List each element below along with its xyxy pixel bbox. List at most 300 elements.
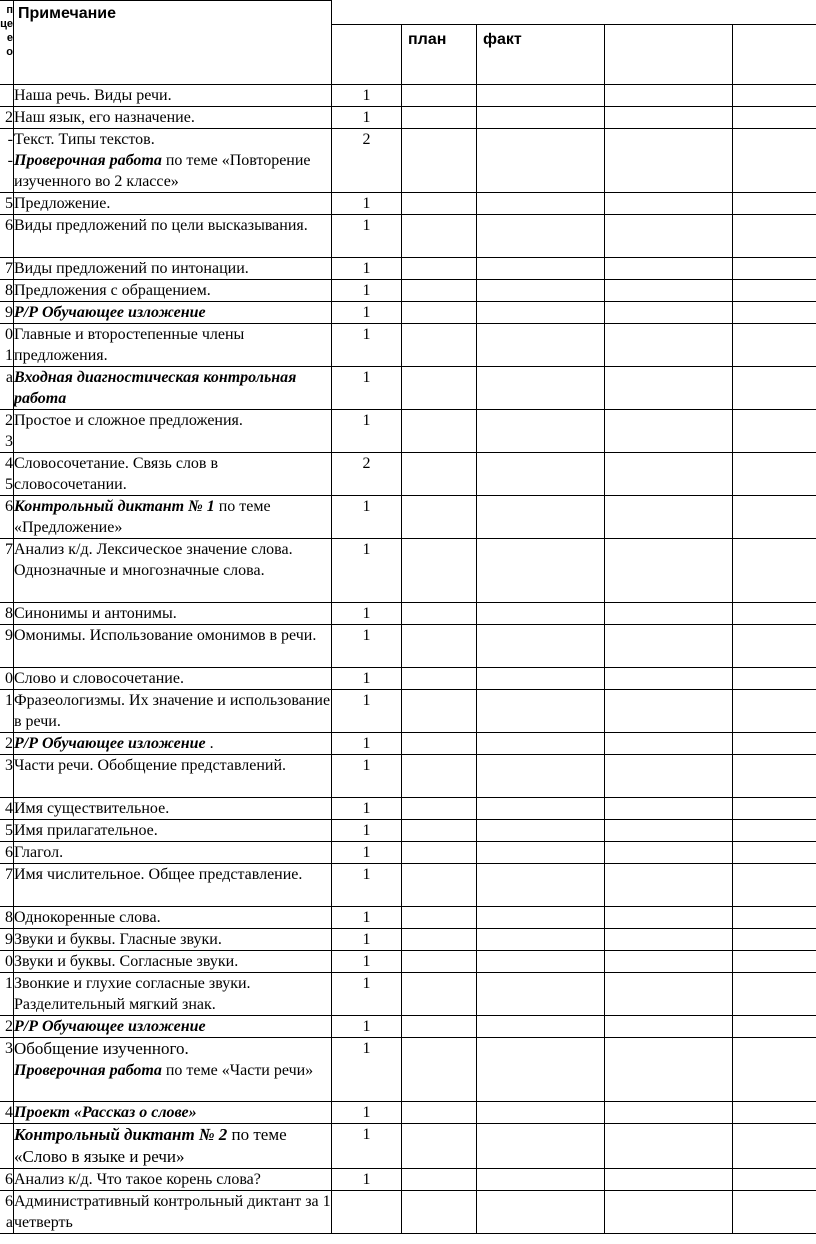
lesson-number: [0, 603, 14, 625]
plan-date-cell[interactable]: [402, 929, 477, 951]
note-cell[interactable]: [605, 1016, 733, 1038]
lesson-topic-text: по теме «Предложение»: [14, 498, 271, 536]
fact-date-cell[interactable]: [477, 820, 605, 842]
lesson-topic: [14, 798, 332, 820]
plan-date-cell[interactable]: [402, 1016, 477, 1038]
extra-cell[interactable]: [733, 755, 816, 798]
lesson-number: [0, 410, 14, 453]
header-plan-cell: [402, 25, 477, 85]
lesson-number-line: 2: [5, 1018, 13, 1035]
extra-cell[interactable]: [733, 410, 816, 453]
fact-date-cell[interactable]: [477, 496, 605, 539]
fact-date-cell[interactable]: [477, 280, 605, 302]
note-cell[interactable]: [605, 603, 733, 625]
plan-date-cell[interactable]: [402, 85, 477, 107]
lesson-number-line: 8: [5, 605, 13, 622]
lesson-hours: 1: [332, 798, 402, 820]
header-num-label: [0, 3, 13, 59]
table-row: [0, 755, 816, 798]
lesson-topic-text: Текст. Типы текстов.: [14, 131, 155, 148]
fact-date-cell[interactable]: [477, 193, 605, 215]
fact-date-cell[interactable]: [477, 973, 605, 1016]
fact-date-cell[interactable]: [477, 951, 605, 973]
lesson-topic-text: Имя числительное. Общее представление.: [14, 866, 303, 883]
fact-date-cell[interactable]: [477, 453, 605, 496]
plan-date-cell[interactable]: [402, 625, 477, 668]
extra-cell[interactable]: [733, 280, 816, 302]
plan-date-cell[interactable]: [402, 907, 477, 929]
lesson-number: [0, 1038, 14, 1102]
plan-date-cell[interactable]: [402, 496, 477, 539]
lesson-number-line: 9: [5, 627, 13, 644]
extra-cell[interactable]: [733, 496, 816, 539]
extra-cell[interactable]: [733, 929, 816, 951]
lesson-number: [0, 907, 14, 929]
note-cell[interactable]: [605, 453, 733, 496]
lesson-number-line: 4: [5, 800, 13, 817]
plan-date-cell[interactable]: [402, 410, 477, 453]
lesson-topic: [14, 280, 332, 302]
lesson-number-line: 2: [5, 109, 13, 126]
plan-date-cell[interactable]: [402, 755, 477, 798]
plan-date-cell[interactable]: [402, 107, 477, 129]
extra-cell[interactable]: [733, 1038, 816, 1102]
lesson-hours: 1: [332, 864, 402, 907]
note-cell[interactable]: [605, 410, 733, 453]
lesson-number-line: 6: [5, 498, 13, 515]
lesson-number-line: а: [5, 369, 13, 386]
plan-date-cell[interactable]: [402, 1102, 477, 1124]
extra-cell[interactable]: [733, 907, 816, 929]
header-empty-cell-2: [733, 25, 816, 85]
extra-cell[interactable]: [733, 539, 816, 603]
note-cell[interactable]: [605, 690, 733, 733]
lesson-number: [0, 668, 14, 690]
lesson-number: [0, 85, 14, 107]
note-cell[interactable]: [605, 755, 733, 798]
lesson-topic: [14, 410, 332, 453]
note-cell[interactable]: [605, 302, 733, 324]
fact-date-cell[interactable]: [477, 907, 605, 929]
plan-date-cell[interactable]: [402, 668, 477, 690]
lesson-number-line: 7: [5, 541, 13, 558]
extra-cell[interactable]: [733, 820, 816, 842]
fact-date-cell[interactable]: [477, 1038, 605, 1102]
lesson-hours: 1: [332, 690, 402, 733]
note-cell[interactable]: [605, 625, 733, 668]
lesson-number-line: 1: [5, 347, 13, 364]
lesson-topic-emphasis: Проверочная работа: [14, 1062, 162, 1079]
lesson-topic-text: Предложения с обращением.: [14, 282, 211, 299]
header-fact-label: факт: [483, 31, 522, 48]
note-cell[interactable]: [605, 798, 733, 820]
table-row: [0, 907, 816, 929]
plan-date-cell[interactable]: [402, 603, 477, 625]
lesson-number: [0, 864, 14, 907]
table-row: [0, 302, 816, 324]
lesson-number-line: 8: [5, 282, 13, 299]
plan-date-cell[interactable]: [402, 367, 477, 410]
header-plan-label: план: [408, 31, 447, 48]
lesson-number: [0, 496, 14, 539]
note-cell[interactable]: [605, 367, 733, 410]
plan-date-cell[interactable]: [402, 820, 477, 842]
fact-date-cell[interactable]: [477, 539, 605, 603]
extra-cell[interactable]: [733, 367, 816, 410]
note-cell[interactable]: [605, 973, 733, 1016]
lesson-topic-text: .: [205, 735, 214, 752]
table-row: [0, 951, 816, 973]
note-cell[interactable]: [605, 1038, 733, 1102]
note-cell[interactable]: [605, 1124, 733, 1169]
extra-cell[interactable]: [733, 1191, 816, 1234]
lesson-topic: [14, 496, 332, 539]
lesson-number: [0, 367, 14, 410]
lesson-hours: 1: [332, 1038, 402, 1102]
lesson-number-line: 6: [5, 1171, 13, 1188]
extra-cell[interactable]: [733, 668, 816, 690]
fact-date-cell[interactable]: [477, 1169, 605, 1191]
table-row: [0, 539, 816, 603]
plan-date-cell[interactable]: [402, 280, 477, 302]
fact-date-cell[interactable]: [477, 324, 605, 367]
fact-date-cell[interactable]: [477, 1191, 605, 1234]
plan-date-cell[interactable]: [402, 1191, 477, 1234]
lesson-number: [0, 1169, 14, 1191]
table-row: [0, 453, 816, 496]
note-cell[interactable]: [605, 107, 733, 129]
fact-date-cell[interactable]: [477, 367, 605, 410]
lesson-topic-text: Имя существительное.: [14, 800, 170, 817]
fact-date-cell[interactable]: [477, 668, 605, 690]
lesson-number: [0, 973, 14, 1016]
lesson-topic-text: по теме «Части речи»: [161, 1062, 314, 1079]
plan-date-cell[interactable]: [402, 1124, 477, 1169]
note-cell[interactable]: [605, 733, 733, 755]
extra-cell[interactable]: [733, 215, 816, 258]
lesson-number-line: 0: [5, 326, 13, 343]
lesson-topic-text: Административный контрольный диктант за 1 четверть: [14, 1193, 331, 1231]
fact-date-cell[interactable]: [477, 302, 605, 324]
header-note-label: Примечание: [18, 5, 117, 22]
lesson-topic-emphasis: Контрольный диктант № 1: [14, 498, 215, 515]
extra-cell[interactable]: [733, 951, 816, 973]
plan-date-cell[interactable]: [402, 951, 477, 973]
lesson-topic-emphasis: Проверочная работа: [14, 152, 162, 169]
fact-date-cell[interactable]: [477, 129, 605, 193]
lesson-number: [0, 539, 14, 603]
plan-date-cell[interactable]: [402, 215, 477, 258]
lesson-topic: [14, 820, 332, 842]
fact-date-cell[interactable]: [477, 85, 605, 107]
lesson-number: [0, 733, 14, 755]
lesson-topic: [14, 453, 332, 496]
lesson-number: [0, 1102, 14, 1124]
lesson-topic-text: Обобщение изученного.: [14, 1039, 189, 1058]
lesson-number-line: 0: [5, 670, 13, 687]
lesson-topic: [14, 625, 332, 668]
lesson-topic: [14, 539, 332, 603]
table-row: [0, 410, 816, 453]
fact-date-cell[interactable]: [477, 864, 605, 907]
table-row: [0, 668, 816, 690]
table-row: [0, 1038, 816, 1102]
lesson-topic-text: Звуки и буквы. Согласные звуки.: [14, 953, 239, 970]
header-fact-cell: [477, 25, 605, 85]
note-cell[interactable]: [605, 129, 733, 193]
table-row: [0, 258, 816, 280]
table-row: [0, 280, 816, 302]
plan-date-cell[interactable]: [402, 842, 477, 864]
lesson-number-line: 6: [5, 217, 13, 234]
lesson-number-line: 2: [5, 735, 13, 752]
lesson-number: [0, 690, 14, 733]
note-cell[interactable]: [605, 668, 733, 690]
note-cell[interactable]: [605, 951, 733, 973]
lesson-topic-text: Имя прилагательное.: [14, 822, 158, 839]
plan-date-cell[interactable]: [402, 690, 477, 733]
fact-date-cell[interactable]: [477, 603, 605, 625]
table-row: [0, 1102, 816, 1124]
plan-date-cell[interactable]: [402, 864, 477, 907]
lesson-hours: 1: [332, 842, 402, 864]
lesson-hours: 1: [332, 193, 402, 215]
lesson-hours: 1: [332, 496, 402, 539]
lesson-number-line: 3: [5, 433, 13, 450]
lesson-topic-text: по теме «Повторение изученного во 2 классе»: [14, 152, 311, 190]
lesson-number: [0, 820, 14, 842]
lesson-topic-text: Главные и второстепенные члены предложения.: [14, 326, 245, 364]
table-row: [0, 324, 816, 367]
lesson-hours: 1: [332, 324, 402, 367]
lesson-topic: [14, 258, 332, 280]
lesson-number-line: 7: [5, 260, 13, 277]
lesson-topic-text: Простое и сложное предложения.: [14, 412, 243, 429]
lesson-hours: 1: [332, 410, 402, 453]
extra-cell[interactable]: [733, 1169, 816, 1191]
lesson-topic: [14, 733, 332, 755]
lesson-topic-text: Фразеологизмы. Их значение и использование в речи.: [14, 692, 331, 730]
lesson-topic: [14, 1102, 332, 1124]
lesson-number-line: 9: [5, 304, 13, 321]
extra-cell[interactable]: [733, 453, 816, 496]
lesson-hours: 1: [332, 302, 402, 324]
fact-date-cell[interactable]: [477, 410, 605, 453]
extra-cell[interactable]: [733, 733, 816, 755]
fact-date-cell[interactable]: [477, 1124, 605, 1169]
extra-cell[interactable]: [733, 973, 816, 1016]
lesson-number-line: а: [5, 1214, 13, 1231]
fact-date-cell[interactable]: [477, 1102, 605, 1124]
extra-cell[interactable]: [733, 1016, 816, 1038]
lesson-number: [0, 929, 14, 951]
lesson-topic-text: Омонимы. Использование омонимов в речи.: [14, 627, 317, 644]
table-row: [0, 129, 816, 193]
lesson-topic-text: Предложение.: [14, 195, 111, 212]
header-row-top: [0, 1, 816, 25]
lesson-hours: 2: [332, 129, 402, 193]
lesson-hours: 1: [332, 755, 402, 798]
fact-date-cell[interactable]: [477, 929, 605, 951]
lesson-number-line: 3: [5, 1040, 13, 1057]
lesson-topic: [14, 1016, 332, 1038]
lesson-topic: [14, 1124, 332, 1169]
extra-cell[interactable]: [733, 798, 816, 820]
note-cell[interactable]: [605, 324, 733, 367]
table-row: [0, 842, 816, 864]
plan-date-cell[interactable]: [402, 324, 477, 367]
note-cell[interactable]: [605, 85, 733, 107]
lesson-topic-text: Части речи. Обобщение представлений.: [14, 757, 287, 774]
plan-date-cell[interactable]: [402, 302, 477, 324]
table-row: [0, 625, 816, 668]
note-cell[interactable]: [605, 1191, 733, 1234]
extra-cell[interactable]: [733, 85, 816, 107]
table-row: [0, 798, 816, 820]
fact-date-cell[interactable]: [477, 1016, 605, 1038]
note-cell[interactable]: [605, 496, 733, 539]
note-cell[interactable]: [605, 1102, 733, 1124]
lesson-topic: [14, 1038, 332, 1102]
extra-cell[interactable]: [733, 1124, 816, 1169]
table-row: [0, 973, 816, 1016]
lesson-topic: [14, 1191, 332, 1234]
header-hours-cell: [332, 25, 402, 85]
lesson-topic-emphasis: Проект «Рассказ о слове»: [14, 1104, 197, 1121]
plan-date-cell[interactable]: [402, 258, 477, 280]
lesson-topic: [14, 193, 332, 215]
plan-date-cell[interactable]: [402, 973, 477, 1016]
lesson-hours: 1: [332, 973, 402, 1016]
table-row: [0, 864, 816, 907]
note-cell[interactable]: [605, 820, 733, 842]
extra-cell[interactable]: [733, 258, 816, 280]
lesson-hours: 1: [332, 733, 402, 755]
lesson-topic-text: Наша речь. Виды речи.: [14, 87, 172, 104]
extra-cell[interactable]: [733, 690, 816, 733]
extra-cell[interactable]: [733, 864, 816, 907]
extra-cell[interactable]: [733, 107, 816, 129]
lesson-number: [0, 215, 14, 258]
lesson-topic-text: Виды предложений по интонации.: [14, 260, 249, 277]
extra-cell[interactable]: [733, 625, 816, 668]
lesson-number-line: 7: [5, 866, 13, 883]
header-num-cell: [0, 1, 14, 85]
lesson-number-line: 5: [5, 195, 13, 212]
header-num-line: це: [0, 18, 13, 30]
extra-cell[interactable]: [733, 1102, 816, 1124]
lesson-topic: [14, 302, 332, 324]
lesson-topic-text: Слово и словосочетание.: [14, 670, 184, 687]
note-cell[interactable]: [605, 258, 733, 280]
header-num-line: о: [6, 46, 13, 58]
extra-cell[interactable]: [733, 193, 816, 215]
plan-date-cell[interactable]: [402, 798, 477, 820]
fact-date-cell[interactable]: [477, 842, 605, 864]
lesson-hours: 1: [332, 603, 402, 625]
table-row: [0, 215, 816, 258]
note-cell[interactable]: [605, 864, 733, 907]
lesson-number: [0, 258, 14, 280]
lesson-topic: [14, 842, 332, 864]
plan-date-cell[interactable]: [402, 193, 477, 215]
note-cell[interactable]: [605, 929, 733, 951]
fact-date-cell[interactable]: [477, 107, 605, 129]
note-cell[interactable]: [605, 842, 733, 864]
fact-date-cell[interactable]: [477, 755, 605, 798]
lesson-topic: [14, 973, 332, 1016]
lesson-number: [0, 951, 14, 973]
extra-cell[interactable]: [733, 302, 816, 324]
note-cell[interactable]: [605, 907, 733, 929]
table-row: [0, 85, 816, 107]
lesson-number-line: 9: [5, 931, 13, 948]
lesson-hours: 1: [332, 668, 402, 690]
lesson-number-line: 3: [5, 757, 13, 774]
lesson-topic-emphasis: Входная диагностическая контрольная работа: [14, 369, 297, 407]
plan-date-cell[interactable]: [402, 129, 477, 193]
lesson-number-line: 0: [5, 953, 13, 970]
extra-cell[interactable]: [733, 603, 816, 625]
plan-date-cell[interactable]: [402, 539, 477, 603]
note-cell[interactable]: [605, 215, 733, 258]
fact-date-cell[interactable]: [477, 215, 605, 258]
plan-date-cell[interactable]: [402, 1038, 477, 1102]
fact-date-cell[interactable]: [477, 798, 605, 820]
fact-date-cell[interactable]: [477, 690, 605, 733]
plan-date-cell[interactable]: [402, 453, 477, 496]
fact-date-cell[interactable]: [477, 258, 605, 280]
lesson-number: [0, 453, 14, 496]
lesson-hours: 1: [332, 215, 402, 258]
header-empty-cell-1: [605, 25, 733, 85]
note-cell[interactable]: [605, 193, 733, 215]
lesson-topic-emphasis: Р/Р Обучающее изложение: [14, 735, 206, 752]
note-cell[interactable]: [605, 1169, 733, 1191]
lesson-topic: [14, 107, 332, 129]
lesson-topic-text: Словосочетание. Связь слов в словосочетании.: [14, 455, 219, 493]
fact-date-cell[interactable]: [477, 625, 605, 668]
plan-date-cell[interactable]: [402, 1169, 477, 1191]
note-cell[interactable]: [605, 280, 733, 302]
lesson-topic: [14, 603, 332, 625]
lesson-topic-text: Виды предложений по цели высказывания.: [14, 217, 308, 234]
lesson-hours: 2: [332, 453, 402, 496]
lesson-number-line: 1: [5, 692, 13, 709]
lesson-topic: [14, 864, 332, 907]
table-row: [0, 1169, 816, 1191]
lesson-topic: [14, 755, 332, 798]
lesson-hours: 1: [332, 1102, 402, 1124]
lesson-hours: 1: [332, 907, 402, 929]
lesson-topic: [14, 668, 332, 690]
lesson-number: [0, 1016, 14, 1038]
lesson-topic: [14, 929, 332, 951]
extra-cell[interactable]: [733, 324, 816, 367]
table-row: [0, 496, 816, 539]
extra-cell[interactable]: [733, 842, 816, 864]
lesson-topic-text: Синонимы и антонимы.: [14, 605, 177, 622]
note-cell[interactable]: [605, 539, 733, 603]
lesson-hours: 1: [332, 1124, 402, 1169]
lesson-number: [0, 625, 14, 668]
plan-date-cell[interactable]: [402, 733, 477, 755]
fact-date-cell[interactable]: [477, 733, 605, 755]
lesson-topic-text: Анализ к/д. Лексическое значение слова. Однозначные и многозначные слова.: [14, 541, 293, 579]
extra-cell[interactable]: [733, 129, 816, 193]
lesson-hours: 1: [332, 85, 402, 107]
lesson-hours: 1: [332, 625, 402, 668]
